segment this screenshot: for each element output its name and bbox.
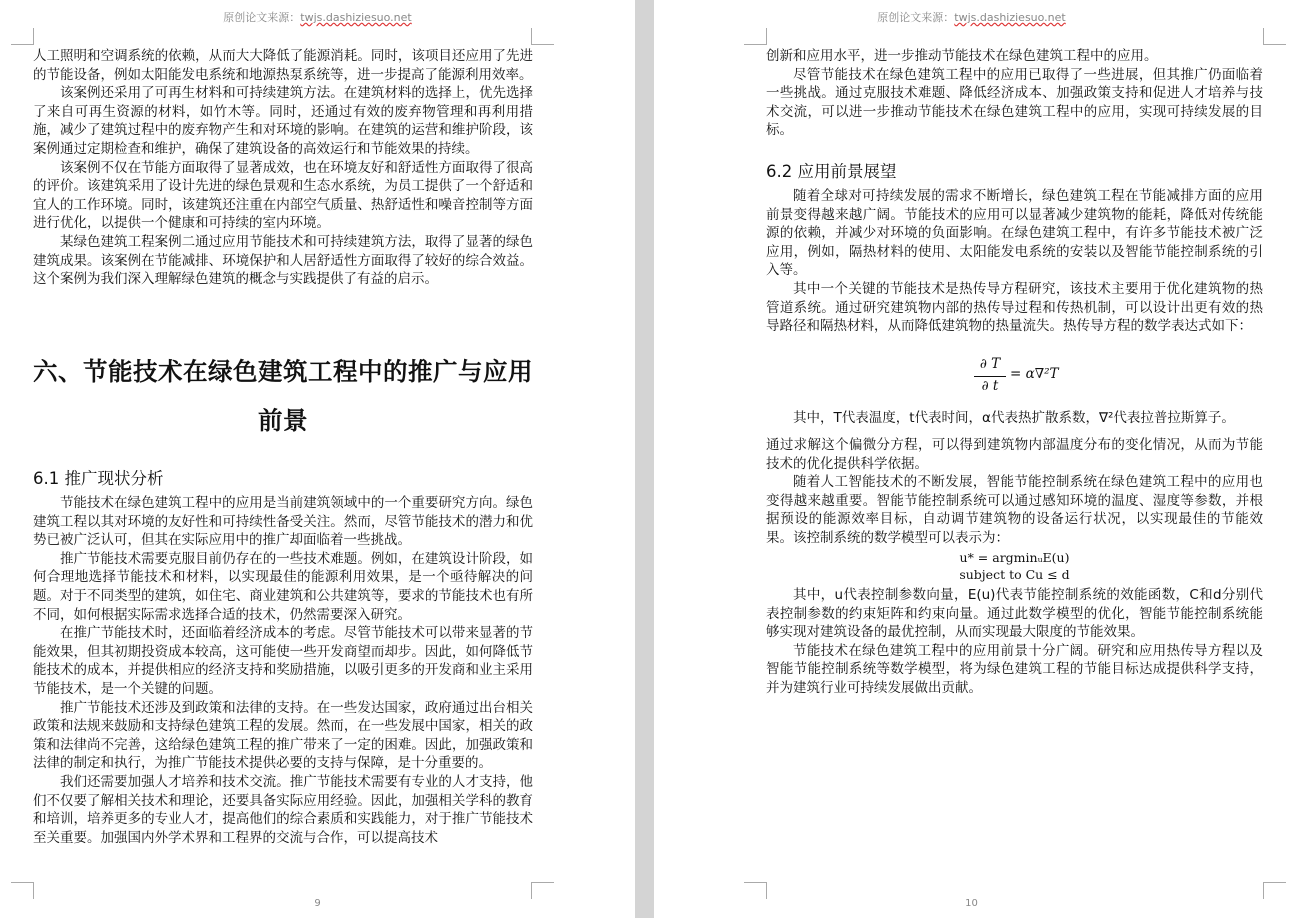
header-label: 原创论文来源： [877, 11, 955, 24]
page-number: 10 [965, 898, 978, 909]
continuation-text-block [766, 47, 1263, 140]
section-heading-6-2: 6.2 应用前景展望 [766, 162, 897, 181]
paragraph: 其中，u代表控制参数向量，E(u)代表节能控制系统的效能函数，C和d分别代表控制参数的约束矩阵和约束向量。通过此数学模型的优化，智能节能控制系统能够实现对建筑设备的最优控制，从而实现最大限度的节能效果。 [766, 587, 1263, 641]
paragraph: 随着全球对可持续发展的需求不断增长，绿色建筑工程在节能减排方面的应用前景变得越来越广阔。节能技术的应用可以显著减少建筑物的能耗，降低对传统能源的依赖，并减少对环境的负面影响。在绿色建筑工程中，有许多节能技术被广泛应用，例如，隔热材料的使用、太阳能发电系统的安装以及智能节能控制系统的引入等。 [766, 188, 1263, 279]
equation-rhs: = α∇²T [1010, 366, 1059, 382]
page-gutter [635, 0, 654, 918]
intro-text-block [33, 47, 533, 289]
paragraph: 人工照明和空调系统的依赖，从而大大降低了能源消耗。同时，该项目还应用了先进的节能设备，例如太阳能发电系统和地源热泵系统等，进一步提高了能源利用效率。 [33, 48, 533, 83]
chapter-title: 六、节能技术在绿色建筑工程中的推广与应用前景 [33, 357, 533, 435]
paragraph: 在推广节能技术时，还面临着经济成本的考虑。尽管节能技术可以带来显著的节能效果，但其初期投资成本较高，这可能使一些开发商望而却步。因此，如何降低节能技术的成本，并提供相应的经济支持和奖励措施，以吸引更多的开发商和业主采用节能技术，是一个关键的问题。 [33, 625, 533, 697]
section-6-2-text-block [766, 187, 1263, 336]
paragraph: 通过求解这个偏微分方程，可以得到建筑物内部温度分布的变化情况，从而为节能技术的优化提供科学依据。 [766, 437, 1263, 472]
paragraph: 节能技术在绿色建筑工程中的应用前景十分广阔。研究和应用热传导方程以及智能节能控制系统等数学模型，将为绿色建筑工程的节能目标达成提供科学支持，并为建筑行业可持续发展做出贡献。 [766, 642, 1263, 696]
header-label: 原创论文来源： [223, 11, 301, 24]
paragraph: 其中，T代表温度，t代表时间，α代表热扩散系数，∇²代表拉普拉斯算子。 [793, 410, 1235, 426]
fraction-bar [974, 376, 1006, 377]
equation-numerator: ∂ T [979, 356, 1001, 372]
page-header-note [654, 9, 1289, 25]
crop-mark-top-left [744, 28, 767, 45]
paragraph: 推广节能技术需要克服目前仍存在的一些技术难题。例如，在建筑设计阶段，如何合理地选择节能技术和材料，以实现最佳的能源利用效果，是一个亟待解决的问题。对于不同类型的建筑，如住宅、商业建筑和公共建筑等，要求的节能技术也有所不同，如何根据实际需求选择合适的技术，仍然需要深入研究。 [33, 550, 533, 623]
heat-equation [954, 356, 1074, 398]
control-model-line-1: u* = argminᵤE(u) [959, 550, 1070, 565]
crop-mark-top-right [531, 28, 554, 45]
document-page-9 [0, 0, 635, 918]
crop-mark-top-left [11, 28, 34, 45]
section-6-1-text-block [33, 494, 533, 847]
document-page-10 [654, 0, 1289, 918]
paragraph: 节能技术在绿色建筑工程中的应用是当前建筑领域中的一个重要研究方向。绿色建筑工程以其对环境的友好性和可持续性备受关注。然而，尽管节能技术的潜力和优势已被广泛认可，但其在实际应用中的推广却面临着一些挑战。 [33, 495, 533, 549]
section-6-2-text-block-2 [766, 436, 1263, 548]
header-source-link[interactable]: twjs.dashiziesuo.net [954, 11, 1066, 24]
paragraph: 该案例不仅在节能方面取得了显著成效，也在环境友好和舒适性方面取得了很高的评价。该建筑采用了设计先进的绿色景观和生态水系统，为员工提供了一个舒适和宜人的工作环境。同时，该建筑还注重在内部空气质量、热舒适性和噪音控制等方面进行优化，以提供一个健康和可持续的室内环境。 [33, 159, 533, 232]
crop-mark-bottom-right [1263, 882, 1286, 899]
paragraph: 随着人工智能技术的不断发展，智能节能控制系统在绿色建筑工程中的应用也变得越来越重要。智能节能控制系统可以通过感知环境的温度、湿度等参数，并根据预设的能源效率目标，自动调节建筑物的设备运行状况，以实现最佳的节能效果。该控制系统的数学模型可以表示为： [766, 474, 1263, 546]
section-6-2-text-block-3 [766, 586, 1263, 698]
equation-denominator: ∂ t [981, 378, 999, 394]
paragraph: 该案例还采用了可再生材料和可持续建筑方法。在建筑材料的选择上，优先选择了来自可再生资源的材料，如竹木等。同时，还通过有效的废弃物管理和再利用措施，减少了建筑过程中的废弃物产生和对环境的影响。在建筑的运营和维护阶段，该案例通过定期检查和维护，确保了建筑设备的高效运行和节能效果的持续。 [33, 85, 533, 157]
page-number: 9 [314, 898, 321, 909]
paragraph: 某绿色建筑工程案例二通过应用节能技术和可持续建筑方法，取得了显著的绿色建筑成果。该案例在节能减排、环境保护和人居舒适性方面取得了较好的综合效益。这个案例为我们深入理解绿色建筑的概念与实践提供了有益的启示。 [33, 233, 533, 288]
crop-mark-bottom-right [531, 882, 554, 899]
crop-mark-bottom-left [11, 882, 34, 899]
crop-mark-bottom-left [744, 882, 767, 899]
header-source-link[interactable]: twjs.dashiziesuo.net [300, 11, 412, 24]
paragraph: 创新和应用水平，进一步推动节能技术在绿色建筑工程中的应用。 [766, 48, 1158, 64]
section-heading-6-1: 6.1 推广现状分析 [33, 469, 164, 488]
equation-explanation-block [766, 409, 1263, 428]
paragraph: 其中一个关键的节能技术是热传导方程研究，该技术主要用于优化建筑物的热管道系统。通过研究建筑物内部的热传导过程和传热机制，可以设计出更有效的热导路径和隔热材料，从而降低建筑物的热量流失。热传导方程的数学表达式如下： [766, 280, 1263, 335]
crop-mark-top-right [1263, 28, 1286, 45]
paragraph: 我们还需要加强人才培养和技术交流。推广节能技术需要有专业的人才支持，他们不仅要了解相关技术和理论，还要具备实际应用经验。因此，加强相关学科的教育和培训，培养更多的专业人才，提高他们的综合素质和实践能力，对于推广节能技术至关重要。加强国内外学术界和工程界的交流与合作，可以提高技术 [33, 773, 533, 846]
page-header-note [0, 9, 635, 25]
paragraph: 推广节能技术还涉及到政策和法律的支持。在一些发达国家，政府通过出台相关政策和法规来鼓励和支持绿色建筑工程的发展。然而，在一些发展中国家，相关的政策和法律尚不完善，这给绿色建筑工程的推广带来了一定的困难。因此，加强政策和法律的制定和执行，为推广节能技术提供必要的支持与保障，是十分重要的。 [33, 699, 533, 772]
control-model-equation [766, 549, 1263, 583]
control-model-line-2: subject to Cu ≤ d [959, 567, 1070, 582]
paragraph: 尽管节能技术在绿色建筑工程中的应用已取得了一些进展，但其推广仍面临着一些挑战。通过克服技术难题、降低经济成本、加强政策支持和促进人才培养与技术交流，可以进一步推动节能技术在绿色建筑工程中的应用，实现可持续发展的目标。 [766, 66, 1263, 139]
